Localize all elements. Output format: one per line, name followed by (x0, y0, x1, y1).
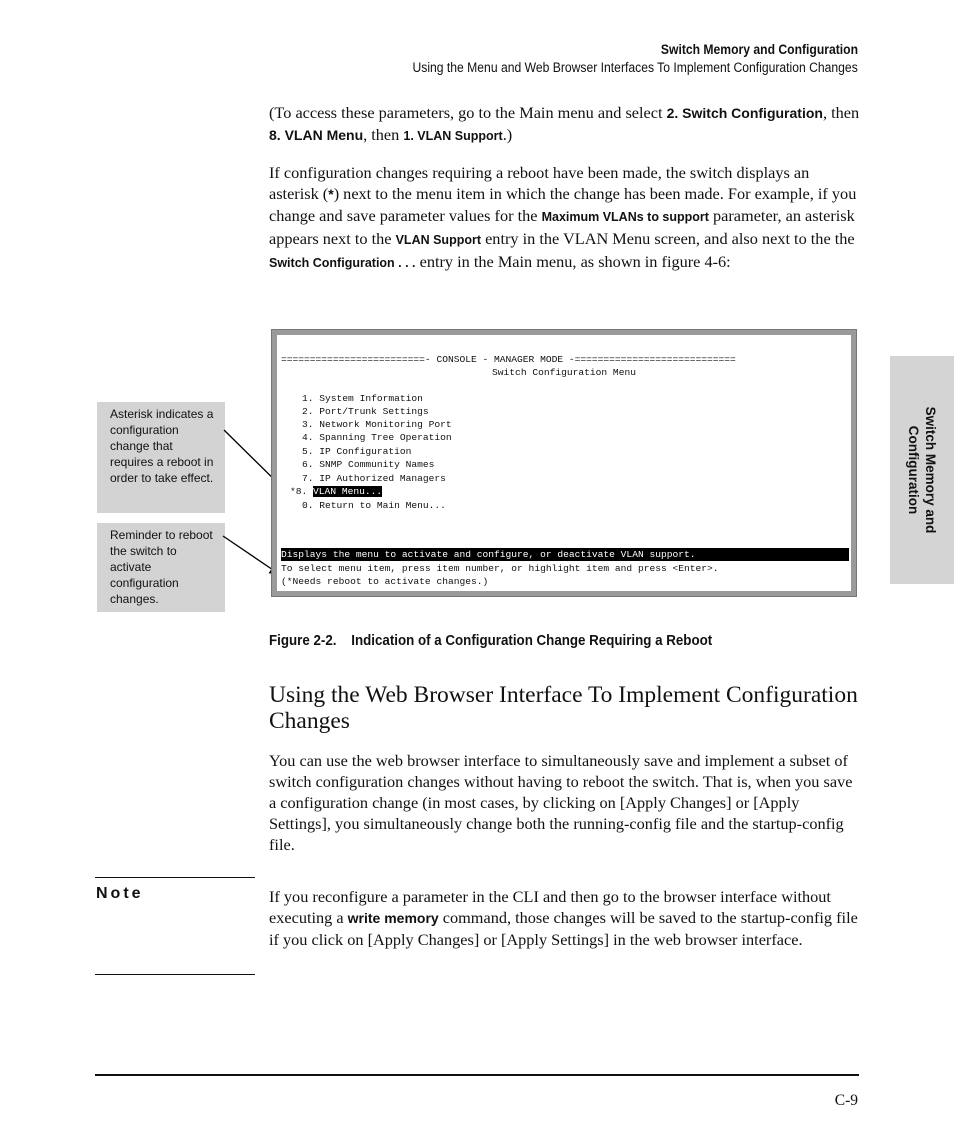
side-tab-line: Configuration (906, 425, 921, 515)
menu-item[interactable]: 6. SNMP Community Names (302, 459, 435, 470)
console-reboot-line: (*Needs reboot to activate changes.) (281, 576, 489, 587)
menu-ref-vlan-support: 1. VLAN Support (403, 129, 503, 143)
note-body-text: If you reconfigure a parameter in the CLI and then go to the browser interface without executing a (269, 887, 831, 927)
menu-item-number: *8. (290, 486, 308, 497)
note-text (269, 886, 861, 950)
body-text: entry in the VLAN Menu screen, and also next to the the (481, 229, 855, 248)
section-heading: Using the Web Browser Interface To Implement Configuration Changes (269, 682, 858, 734)
menu-item-return[interactable]: 0. Return to Main Menu... (302, 500, 446, 511)
console-menu-title: Switch Configuration Menu (492, 367, 636, 378)
footer-rule (95, 1074, 859, 1076)
menu-ref-switch-configuration: 2. Switch Configuration (666, 105, 823, 121)
body-text: ) next to the menu item in which the change has been made. For example, if you change and save parameter values for the (269, 184, 857, 225)
command-ref-write-memory: write memory (347, 910, 439, 926)
menu-ref-vlan-support: VLAN Support (395, 233, 482, 247)
note-rule-bottom (95, 974, 255, 975)
intro-text: , then (822, 103, 860, 122)
intro-text: .) (502, 125, 513, 144)
note-body-text: command, those changes will be saved to the startup-config file if you click on [Apply Changes] or [Apply Settings] in the web browser interface. (269, 908, 858, 949)
figure-caption: Figure 2-2. Indication of a Configuration Change Requiring a Reboot (269, 633, 713, 649)
menu-ref-switch-configuration: Switch Configuration . . . (269, 256, 416, 270)
callout-reboot-reminder: Reminder to reboot the switch to activate configuration changes. (97, 523, 225, 612)
menu-item-vlan[interactable] (290, 485, 382, 498)
body-text: If configuration changes requiring a reboot have been made, the switch displays an asterisk ( (269, 163, 810, 203)
console-screenshot (271, 329, 857, 597)
menu-ref-vlan-menu: 8. VLAN Menu (269, 127, 364, 143)
menu-item[interactable]: 1. System Information (302, 393, 423, 404)
console-screen (277, 335, 851, 591)
menu-item[interactable]: 3. Network Monitoring Port (302, 419, 452, 430)
running-header-subtitle: Using the Menu and Web Browser Interfaces To Implement Configuration Changes (412, 60, 858, 75)
note-label: Note (96, 885, 144, 902)
intro-text: (To access these parameters, go to the Main menu and select (269, 103, 667, 122)
side-tab-line: Switch Memory and (923, 406, 938, 534)
callout-asterisk: Asterisk indicates a configuration change that requires a reboot in order to take effect. (97, 402, 225, 513)
body-text: entry in the Main menu, as shown in figure 4-6: (415, 252, 731, 271)
console-help-line: Displays the menu to activate and configure, or deactivate VLAN support. (281, 548, 849, 561)
menu-item[interactable]: 4. Spanning Tree Operation (302, 432, 452, 443)
menu-item[interactable]: 5. IP Configuration (302, 446, 412, 457)
body-text: parameter, an asterisk appears next to the (269, 206, 855, 248)
param-ref-max-vlans: Maximum VLANs to support (541, 210, 709, 224)
menu-item-vlan-highlight: VLAN Menu... (313, 486, 383, 497)
menu-item[interactable]: 2. Port/Trunk Settings (302, 406, 429, 417)
section-body: You can use the web browser interface to simultaneously save and implement a subset of switch configuration changes without having to reboot the switch. That is, when you save a configuration change (in most cases, by clicking on [Apply Changes] or [Apply Settings], you simultaneously change both the running-config file and the startup-config file. (269, 751, 853, 854)
note-rule-top (95, 877, 255, 878)
console-instruction-line: To select menu item, press item number, or highlight item and press <Enter>. (281, 563, 719, 574)
console-banner: =========================- CONSOLE - MANAGER MODE -============================ (281, 354, 736, 365)
asterisk-symbol: * (328, 186, 334, 202)
page-number: C-9 (834, 1092, 858, 1109)
intro-text: , then (363, 125, 404, 144)
menu-item[interactable]: 7. IP Authorized Managers (302, 473, 446, 484)
running-header-title: Switch Memory and Configuration (660, 42, 858, 57)
